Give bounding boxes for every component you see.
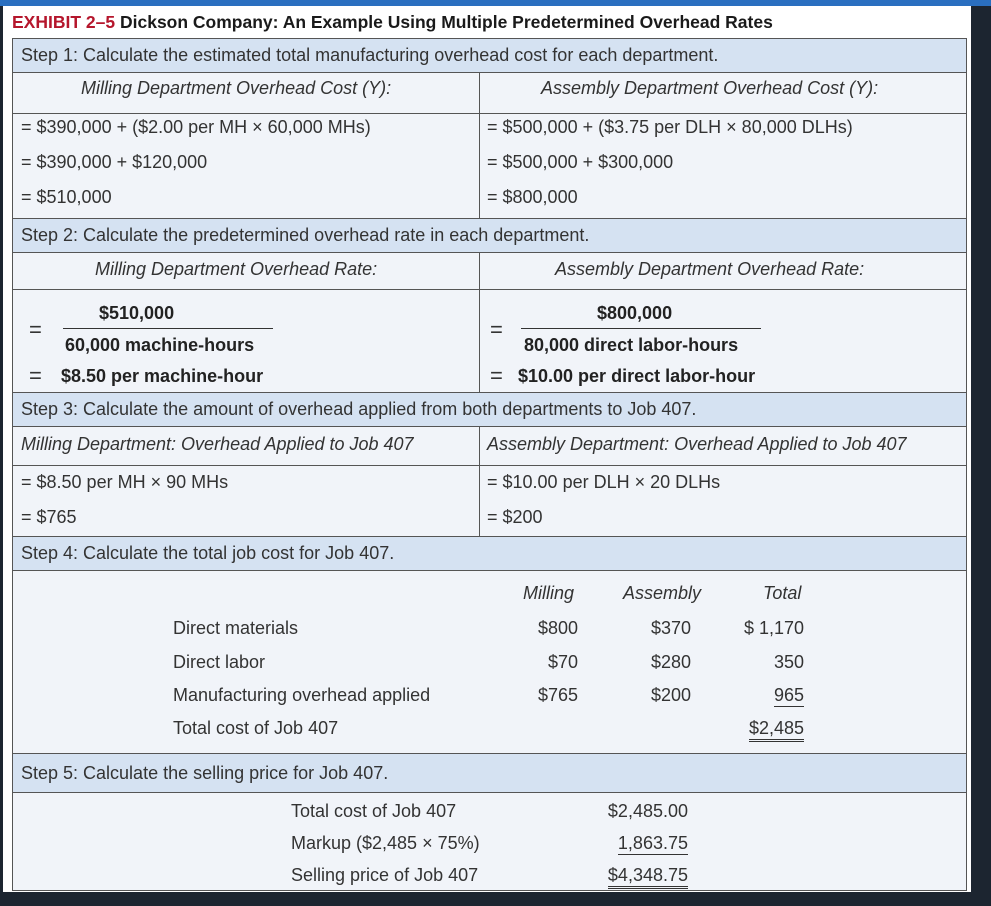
step1-milling-line-1: = $390,000 + ($2.00 per MH × 60,000 MHs): [21, 117, 371, 137]
step4-row-label: Direct labor: [173, 652, 266, 672]
step1-body: [13, 73, 966, 219]
step2-body: [13, 253, 966, 393]
exhibit-number: EXHIBIT 2–5: [12, 11, 116, 32]
step1-assembly-line-1: = $500,000 + ($3.75 per DLH × 80,000 DLHs): [487, 117, 853, 137]
exhibit-table: [12, 38, 967, 891]
step3-milling-label: Milling Department: Overhead Applied to Job 407: [21, 434, 414, 454]
step4-row-assembly: $370: [650, 618, 691, 638]
step2-milling-result-equals: =: [29, 363, 42, 388]
step4-row-label: Total cost of Job 407: [173, 718, 339, 738]
exhibit-title: [3, 6, 971, 38]
step4-row-assembly: $280: [650, 652, 691, 672]
step4-col-assembly: Assembly: [623, 583, 702, 603]
step4-row-total: $ 1,170: [743, 618, 804, 638]
step3-milling-line-1: = $8.50 per MH × 90 MHs: [21, 472, 229, 492]
step5-row-label: Selling price of Job 407: [291, 865, 479, 885]
step5-body: [13, 793, 966, 890]
step2-heading-row: [13, 219, 966, 253]
step2-assembly-numerator: $800,000: [597, 303, 673, 323]
step2-milling-denominator: 60,000 machine-hours: [65, 335, 255, 355]
step3-assembly-line-2: = $200: [487, 507, 543, 527]
step2-heading: Step 2: Calculate the predetermined overhead rate in each department.: [21, 225, 590, 245]
step4-row-milling: $70: [547, 652, 578, 672]
step5-row-value: $4,348.75: [608, 865, 688, 889]
step4-row-total: 350: [773, 652, 804, 672]
step4-heading-row: [13, 537, 966, 571]
step3-heading: Step 3: Calculate the amount of overhead applied from both departments to Job 407.: [21, 399, 697, 419]
exhibit-page: [3, 6, 971, 892]
step1-assembly-label: Assembly Department Overhead Cost (Y):: [541, 78, 879, 98]
step4-row-milling: $765: [537, 685, 578, 705]
step2-milling-numerator: $510,000: [99, 303, 175, 323]
step4-body: [13, 571, 966, 753]
step3-milling-line-2: = $765: [21, 507, 77, 527]
step1-assembly-line-3: = $800,000: [487, 187, 578, 207]
step2-assembly-result: $10.00 per direct labor-hour: [518, 366, 756, 386]
step4-row-milling: $800: [537, 618, 578, 638]
exhibit-title-text: Dickson Company: An Example Using Multiple Predetermined Overhead Rates: [119, 11, 773, 32]
step1-milling-line-3: = $510,000: [21, 187, 112, 207]
step3-heading-row: [13, 393, 966, 427]
step2-assembly-equals: =: [490, 317, 503, 342]
step4-row-total: $2,485: [749, 718, 804, 742]
step2-assembly-result-equals: =: [490, 363, 503, 388]
step4-row-total: 965: [773, 685, 804, 705]
step2-assembly-denominator: 80,000 direct labor-hours: [524, 335, 739, 355]
step5-heading-row: [13, 753, 966, 793]
step2-assembly-label: Assembly Department Overhead Rate:: [555, 259, 865, 279]
step5-heading: Step 5: Calculate the selling price for Job 407.: [21, 762, 389, 783]
step5-row-label: Markup ($2,485 × 75%): [291, 833, 480, 853]
step4-row-assembly: $200: [650, 685, 691, 705]
step1-milling-label: Milling Department Overhead Cost (Y):: [81, 78, 392, 98]
step5-row-value: $2,485.00: [607, 801, 688, 821]
step3-assembly-line-1: = $10.00 per DLH × 20 DLHs: [487, 472, 721, 492]
step2-assembly-fraction-bar: [521, 328, 761, 329]
step3-assembly-label: Assembly Department: Overhead Applied to Job 407: [487, 434, 907, 454]
step4-heading: Step 4: Calculate the total job cost for Job 407.: [21, 543, 395, 563]
step4-row-label: Manufacturing overhead applied: [173, 685, 431, 705]
step1-milling-line-2: = $390,000 + $120,000: [21, 152, 208, 172]
step2-milling-fraction-bar: [63, 328, 273, 329]
step5-row-label: Total cost of Job 407: [291, 801, 457, 821]
step1-assembly-line-2: = $500,000 + $300,000: [487, 152, 674, 172]
step2-milling-label: Milling Department Overhead Rate:: [95, 259, 378, 279]
step4-col-total: Total: [763, 583, 802, 603]
step1-heading-row: [13, 39, 966, 73]
step2-milling-equals: =: [29, 317, 42, 342]
step1-heading: Step 1: Calculate the estimated total manufacturing overhead cost for each department.: [21, 45, 719, 65]
step4-row-label: Direct materials: [173, 618, 299, 638]
step4-col-milling: Milling: [523, 583, 575, 603]
step3-body: [13, 427, 966, 537]
step2-milling-result: $8.50 per machine-hour: [61, 366, 264, 386]
step5-row-value: 1,863.75: [617, 833, 688, 853]
